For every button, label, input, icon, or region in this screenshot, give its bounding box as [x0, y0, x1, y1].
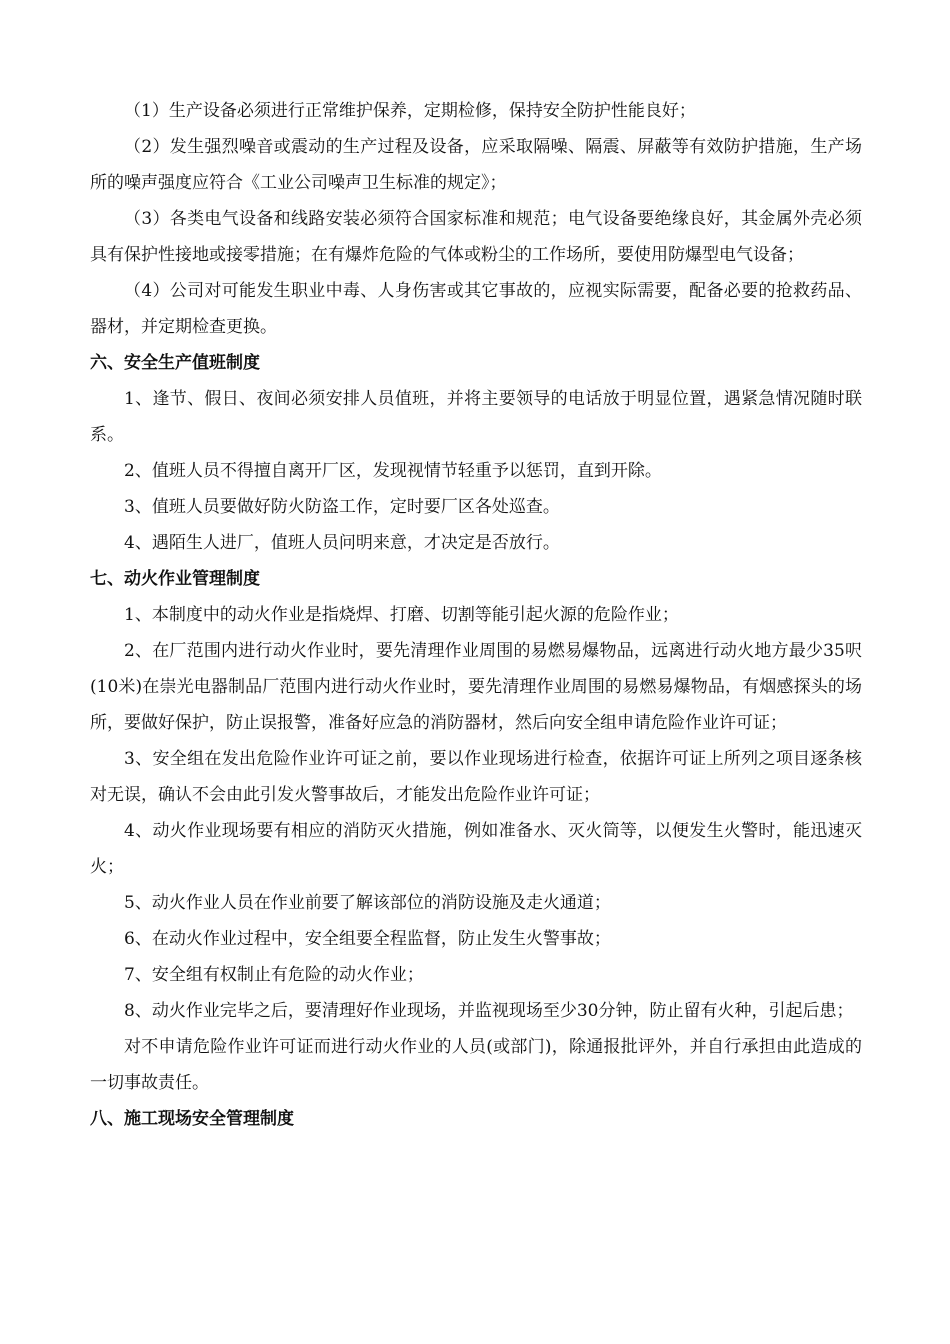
- hot-work-item-8: 8、动火作业完毕之后，要清理好作业现场，并监视现场至少30分钟，防止留有火种，引起后患；: [124, 1001, 854, 1021]
- hot-work-item-7: 7、安全组有权制止有危险的动火作业；: [124, 965, 424, 985]
- duty-item-4: 4、遇陌生人进厂，值班人员问明来意，才决定是否放行。: [124, 533, 560, 553]
- hot-work-item-5: 5、动火作业人员在作业前要了解该部位的消防设施及走火通道；: [124, 893, 611, 913]
- paragraph-electrical-safety: （3）各类电气设备和线路安装必须符合国家标准和规范；电气设备要绝缘良好，其金属外壳必须具有保护性接地或接零措施；在有爆炸危险的气体或粉尘的工作场所，要使用防爆型电气设备；: [90, 209, 862, 265]
- paragraph-noise-protection: （2）发生强烈噪音或震动的生产过程及设备，应采取隔噪、隔震、屏蔽等有效防护措施，生产场所的噪声强度应符合《工业公司噪声卫生标准的规定》；: [90, 137, 862, 193]
- document-page: [90, 93, 862, 1137]
- hot-work-item-6: 6、在动火作业过程中，安全组要全程监督，防止发生火警事故；: [124, 929, 611, 949]
- paragraph-equipment-maintenance: （1）生产设备必须进行正常维护保养，定期检修，保持安全防护性能良好；: [124, 101, 696, 121]
- section-heading-duty: 六、安全生产值班制度: [90, 353, 260, 373]
- section-heading-hot-work: 七、动火作业管理制度: [90, 569, 260, 589]
- duty-item-3: 3、值班人员要做好防火防盗工作，定时要厂区各处巡查。: [124, 497, 560, 517]
- duty-item-1: 1、逢节、假日、夜间必须安排人员值班，并将主要领导的电话放于明显位置，遇紧急情况随时联系。: [90, 389, 862, 445]
- paragraph-first-aid: （4）公司对可能发生职业中毒、人身伤害或其它事故的，应视实际需要，配备必要的抢救药品、器材，并定期检查更换。: [90, 281, 862, 337]
- hot-work-penalty: 对不申请危险作业许可证而进行动火作业的人员(或部门)，除通报批评外，并自行承担由此造成的一切事故责任。: [90, 1037, 862, 1093]
- section-heading-construction-site: 八、施工现场安全管理制度: [90, 1109, 294, 1129]
- hot-work-item-4: 4、动火作业现场要有相应的消防灭火措施，例如准备水、灭火筒等，以便发生火警时，能迅速灭火；: [90, 821, 862, 877]
- hot-work-item-3: 3、安全组在发出危险作业许可证之前，要以作业现场进行检查，依据许可证上所列之项目逐条核对无误，确认不会由此引发火警事故后，才能发出危险作业许可证；: [90, 749, 862, 805]
- hot-work-item-2: 2、在厂范围内进行动火作业时，要先清理作业周围的易燃易爆物品，远离进行动火地方最少35呎(10米)在崇光电器制品厂范围内进行动火作业时，要先清理作业周围的易燃易爆物品，有烟感探头的场所，要做好保护，防止误报警，准备好应急的消防器材，然后向安全组申请危险作业许可证；: [90, 641, 862, 733]
- duty-item-2: 2、值班人员不得擅自离开厂区，发现视情节轻重予以惩罚，直到开除。: [124, 461, 662, 481]
- hot-work-item-1: 1、本制度中的动火作业是指烧焊、打磨、切割等能引起火源的危险作业；: [124, 605, 679, 625]
